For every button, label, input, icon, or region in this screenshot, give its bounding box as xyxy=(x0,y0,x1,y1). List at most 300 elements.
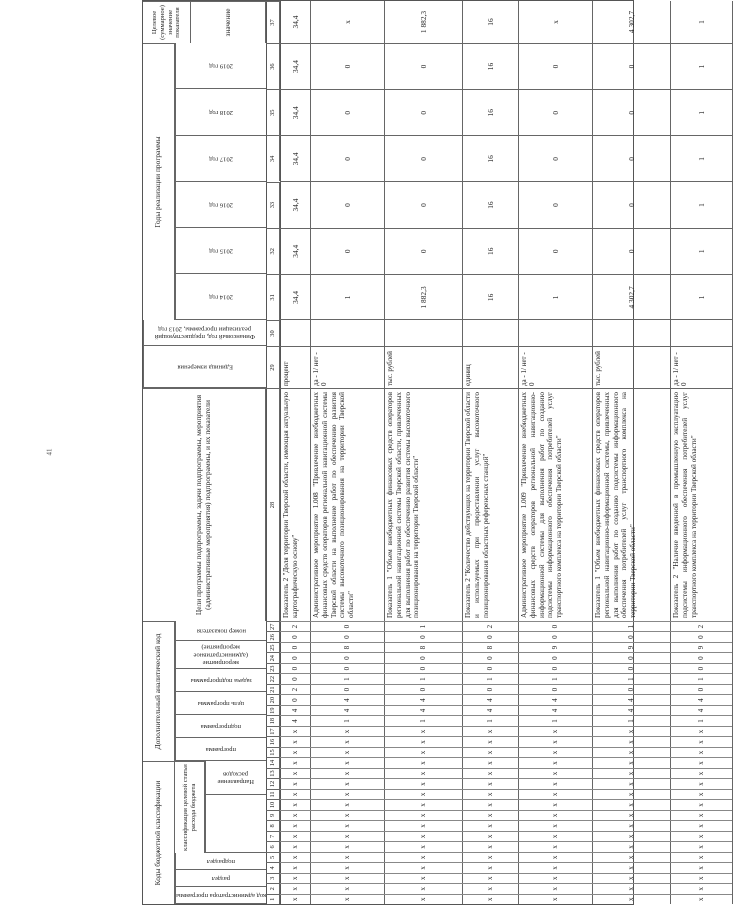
year-value: 0 xyxy=(592,181,670,227)
code-cell: x xyxy=(592,799,670,809)
code-cell: 0 xyxy=(384,663,462,673)
code-cell: x xyxy=(384,736,462,746)
code-cell: x xyxy=(670,726,732,736)
row-description: Показатель 1 "Объем внебюджетных финансовых средств операторов региональной навигационной системы Тверской области, привлеченных для выполнения работ по обеспечению развития системы высокоточного позиционирования на территории Тверской области" xyxy=(384,388,462,621)
code-cell: x xyxy=(462,841,518,851)
code-cell: x xyxy=(384,768,462,778)
code-cell: x xyxy=(462,810,518,820)
code-cell: x xyxy=(280,894,310,904)
header-subprogram: подпрограмма xyxy=(175,715,266,738)
code-cell: x xyxy=(462,862,518,872)
code-cell: x xyxy=(518,862,592,872)
code-cell: 1 xyxy=(384,673,462,683)
year-value: 0 xyxy=(518,228,592,274)
code-cell: 4 xyxy=(670,705,732,715)
code-cell: x xyxy=(592,757,670,767)
code-cell: x xyxy=(280,736,310,746)
code-cell: x xyxy=(384,841,462,851)
column-number: 4 xyxy=(266,862,280,872)
code-cell: 1 xyxy=(592,621,670,631)
column-number: 2 xyxy=(266,883,280,893)
code-cell: 0 xyxy=(280,652,310,662)
code-cell: 1 xyxy=(462,673,518,683)
header-classification xyxy=(205,795,266,853)
row-unit: да - 1/ нет - 0 xyxy=(518,346,592,388)
year-value: 1 xyxy=(670,89,732,135)
code-cell: x xyxy=(592,873,670,883)
code-cell: x xyxy=(462,820,518,830)
code-cell: x xyxy=(310,894,384,904)
code-cell: x xyxy=(592,810,670,820)
year-value: 1 xyxy=(310,274,384,320)
header-year-2019: 2019 год xyxy=(175,43,266,89)
code-cell: x xyxy=(592,789,670,799)
row-target: x xyxy=(550,20,560,24)
row-codes xyxy=(280,621,310,904)
header-year-2018: 2018 год xyxy=(175,89,266,136)
code-cell: x xyxy=(280,810,310,820)
row-target: 4 302,7 xyxy=(626,10,636,34)
row-financing xyxy=(384,319,462,346)
code-cell: x xyxy=(462,873,518,883)
code-cell: 1 xyxy=(310,715,384,725)
code-cell: x xyxy=(384,810,462,820)
code-cell: 0 xyxy=(670,663,732,673)
code-cell: x xyxy=(310,852,384,862)
code-cell: 0 xyxy=(518,631,592,641)
code-cell: x xyxy=(462,768,518,778)
header-unit: Единица измерения xyxy=(143,346,266,388)
code-cell: 0 xyxy=(384,631,462,641)
row-years xyxy=(592,43,670,320)
code-cell: 8 xyxy=(310,642,384,652)
code-cell: 0 xyxy=(462,684,518,694)
year-value: 0 xyxy=(592,228,670,274)
code-cell: x xyxy=(280,778,310,788)
year-value: 0 xyxy=(384,135,462,181)
code-cell: x xyxy=(462,747,518,757)
code-cell: 4 xyxy=(670,694,732,704)
column-number: 8 xyxy=(266,820,280,830)
code-cell: x xyxy=(280,883,310,893)
header-financing: Финансовый год, предшествующий реализации программы, 2013 год xyxy=(143,320,266,346)
code-cell: 0 xyxy=(462,652,518,662)
year-value: 0 xyxy=(310,135,384,181)
code-cell: 1 xyxy=(384,715,462,725)
row-unit: тыс. рублей xyxy=(384,346,462,388)
year-value: 16 xyxy=(462,89,518,135)
code-cell: x xyxy=(670,768,732,778)
year-value: 0 xyxy=(592,89,670,135)
code-cell: x xyxy=(280,747,310,757)
code-cell: x xyxy=(310,820,384,830)
year-value: 1 882,3 xyxy=(384,274,462,320)
column-number: 28 xyxy=(266,388,280,621)
row-target: 16 xyxy=(485,18,495,26)
row-codes xyxy=(384,621,462,904)
code-cell: x xyxy=(670,778,732,788)
code-cell: 0 xyxy=(592,684,670,694)
table-header xyxy=(143,1,267,904)
year-value: 0 xyxy=(518,135,592,181)
code-cell: x xyxy=(592,862,670,872)
code-cell: x xyxy=(384,820,462,830)
code-cell: x xyxy=(518,757,592,767)
code-cell: x xyxy=(670,862,732,872)
page-number: 41 xyxy=(45,448,54,456)
row-target: 34,4 xyxy=(290,15,300,29)
column-number: 18 xyxy=(266,715,280,725)
column-number: 20 xyxy=(266,694,280,704)
code-cell: x xyxy=(670,757,732,767)
column-number: 9 xyxy=(266,810,280,820)
year-value: 16 xyxy=(462,43,518,89)
code-cell: x xyxy=(592,778,670,788)
row-codes xyxy=(462,621,518,904)
table-row xyxy=(518,1,593,904)
header-measure: мероприятие (административное мероприятие) xyxy=(175,641,266,669)
column-number: 16 xyxy=(266,736,280,746)
code-cell: x xyxy=(670,831,732,841)
code-cell: x xyxy=(462,789,518,799)
header-years-group: Годы реализации программы xyxy=(143,43,175,320)
header-subsection: подраздел xyxy=(175,853,266,870)
year-value: 16 xyxy=(462,228,518,274)
column-number: 23 xyxy=(266,663,280,673)
code-cell: x xyxy=(280,757,310,767)
code-cell: x xyxy=(592,747,670,757)
table-row xyxy=(462,1,519,904)
header-analytic-group: Дополнительный аналитический код xyxy=(143,621,175,761)
code-cell: x xyxy=(310,768,384,778)
year-value: 0 xyxy=(592,43,670,89)
code-cell: x xyxy=(518,831,592,841)
table-row xyxy=(280,1,311,904)
row-years xyxy=(384,43,462,320)
column-number: 22 xyxy=(266,673,280,683)
year-value: 0 xyxy=(518,89,592,135)
column-number: 32 xyxy=(266,228,280,274)
column-number: 30 xyxy=(266,320,280,346)
column-number: 15 xyxy=(266,747,280,757)
column-number: 10 xyxy=(266,799,280,809)
year-value: 0 xyxy=(310,181,384,227)
year-value: 1 xyxy=(518,274,592,320)
code-cell: x xyxy=(670,810,732,820)
header-description: Цели программы подпрограммы, задачи подпрограммы, мероприятия (административные мероприятия) подпрограммы, и их показатели xyxy=(143,388,266,621)
code-cell: x xyxy=(670,883,732,893)
year-value: 0 xyxy=(384,228,462,274)
row-description: Показатель 1 "Объем внебюджетных финансовых средств операторов региональной навигационно-информационной системы, привлеченных для выполнения работ по созданию подсистемы информационного обеспечения потребителей услуг транспортного комплекса на территории Тверской области" xyxy=(592,388,670,621)
code-cell: 2 xyxy=(670,621,732,631)
code-cell: x xyxy=(670,820,732,830)
code-cell: x xyxy=(518,747,592,757)
year-value: 16 xyxy=(462,274,518,320)
code-cell: 0 xyxy=(670,684,732,694)
row-unit: единиц xyxy=(462,346,518,388)
code-cell: 0 xyxy=(592,631,670,641)
code-cell: x xyxy=(592,841,670,851)
code-cell: 0 xyxy=(518,652,592,662)
code-cell: 0 xyxy=(310,652,384,662)
code-cell: 0 xyxy=(280,631,310,641)
row-years xyxy=(280,43,310,320)
code-cell: 0 xyxy=(280,663,310,673)
code-cell: x xyxy=(592,894,670,904)
code-cell: 4 xyxy=(462,694,518,704)
year-value: 34,4 xyxy=(280,135,310,181)
code-cell: x xyxy=(518,736,592,746)
row-financing xyxy=(592,319,670,346)
code-cell: 1 xyxy=(384,621,462,631)
row-description: Показатель 2 "Наличие введенной в промышленную эксплуатацию подсистемы информационного обеспечения потребителей услуг транспортного комплекса на территории Тверской области" xyxy=(670,388,732,621)
code-cell: x xyxy=(462,757,518,767)
code-cell: 1 xyxy=(518,715,592,725)
code-cell: 9 xyxy=(670,642,732,652)
code-cell: x xyxy=(384,862,462,872)
code-cell: x xyxy=(384,747,462,757)
code-cell: 0 xyxy=(462,663,518,673)
code-cell: x xyxy=(280,873,310,883)
code-cell: x xyxy=(280,862,310,872)
column-number: 3 xyxy=(266,873,280,883)
code-cell: x xyxy=(462,736,518,746)
code-cell: x xyxy=(310,862,384,872)
code-cell: 0 xyxy=(592,652,670,662)
row-financing xyxy=(310,319,384,346)
row-years xyxy=(310,43,384,320)
code-cell: x xyxy=(592,820,670,830)
code-cell: x xyxy=(518,841,592,851)
code-cell: x xyxy=(310,799,384,809)
row-financing xyxy=(670,319,732,346)
column-number: 6 xyxy=(266,841,280,851)
year-value: 0 xyxy=(384,89,462,135)
code-cell: x xyxy=(670,799,732,809)
code-cell: 0 xyxy=(518,684,592,694)
code-cell: x xyxy=(462,726,518,736)
year-value: 1 xyxy=(670,274,732,320)
row-codes xyxy=(518,621,592,904)
code-cell: 8 xyxy=(384,642,462,652)
row-description: Показатель 2 "Количество действующих на территории Тверской области и используемых при предоставлении услуг высокоточного позиционирования областных референсных станций" xyxy=(462,388,518,621)
code-cell: x xyxy=(518,883,592,893)
year-value: 16 xyxy=(462,135,518,181)
code-cell: x xyxy=(280,831,310,841)
column-number: 33 xyxy=(266,182,280,228)
code-cell: x xyxy=(310,736,384,746)
code-cell: 9 xyxy=(518,642,592,652)
code-cell: x xyxy=(592,768,670,778)
year-value: 0 xyxy=(310,228,384,274)
year-value: 34,4 xyxy=(280,89,310,135)
code-cell: 1 xyxy=(518,673,592,683)
code-cell: 0 xyxy=(280,673,310,683)
year-value: 34,4 xyxy=(280,181,310,227)
row-unit: процент xyxy=(280,346,310,388)
code-cell: 0 xyxy=(670,631,732,641)
code-cell: 0 xyxy=(310,684,384,694)
year-value: 34,4 xyxy=(280,228,310,274)
code-cell: x xyxy=(518,820,592,830)
code-cell: 1 xyxy=(670,715,732,725)
row-description: Административное мероприятие 1.009 "Привлечение внебюджетных финансовых средств операторов региональной навигационно-информационной системы для выполнения работ по созданию подсистемы информационного обеспечения потребителей услуг транспортного комплекса на территории Тверской области" xyxy=(518,388,592,621)
code-cell: x xyxy=(280,820,310,830)
code-cell: x xyxy=(280,799,310,809)
code-cell: 4 xyxy=(280,705,310,715)
code-cell: x xyxy=(310,778,384,788)
code-cell: 0 xyxy=(384,652,462,662)
code-cell: x xyxy=(670,852,732,862)
code-cell: x xyxy=(592,736,670,746)
column-number: 36 xyxy=(266,43,280,89)
code-cell: x xyxy=(384,883,462,893)
row-years xyxy=(462,43,518,320)
row-unit: тыс. рублей xyxy=(592,346,670,388)
code-cell: 1 xyxy=(592,715,670,725)
column-number: 7 xyxy=(266,831,280,841)
budget-table xyxy=(142,0,706,905)
code-cell: 0 xyxy=(592,663,670,673)
year-value: 1 xyxy=(670,228,732,274)
code-cell: x xyxy=(670,894,732,904)
code-cell: x xyxy=(518,726,592,736)
code-cell: x xyxy=(518,778,592,788)
code-cell: x xyxy=(518,768,592,778)
row-financing xyxy=(280,319,310,346)
code-cell: 2 xyxy=(462,621,518,631)
code-cell: 0 xyxy=(280,642,310,652)
header-target-value: значение xyxy=(191,1,266,43)
code-cell: x xyxy=(462,831,518,841)
code-cell: 0 xyxy=(310,663,384,673)
column-number: 12 xyxy=(266,778,280,788)
code-cell: x xyxy=(310,726,384,736)
column-number: 13 xyxy=(266,768,280,778)
code-cell: 4 xyxy=(310,694,384,704)
column-number: 1 xyxy=(266,894,280,904)
code-cell: 0 xyxy=(310,621,384,631)
code-cell: x xyxy=(310,883,384,893)
code-cell: x xyxy=(280,726,310,736)
header-target-article: классификация целевой статьи расхода бюджета xyxy=(175,761,205,853)
code-cell: 0 xyxy=(670,652,732,662)
column-number: 14 xyxy=(266,757,280,767)
row-financing xyxy=(462,319,518,346)
column-number: 21 xyxy=(266,684,280,694)
code-cell: x xyxy=(384,778,462,788)
code-cell: x xyxy=(462,852,518,862)
row-unit: да - 1/ нет - 0 xyxy=(670,346,732,388)
header-year-2015: 2015 год xyxy=(175,228,266,274)
code-cell: 0 xyxy=(518,663,592,673)
code-cell: x xyxy=(310,747,384,757)
year-value: 34,4 xyxy=(280,274,310,320)
code-cell: x xyxy=(592,831,670,841)
code-cell: x xyxy=(670,841,732,851)
code-cell: 2 xyxy=(280,684,310,694)
code-cell: 4 xyxy=(518,694,592,704)
column-number: 27 xyxy=(266,621,280,631)
code-cell: 4 xyxy=(384,705,462,715)
code-cell: x xyxy=(518,894,592,904)
table-row xyxy=(310,1,385,904)
code-cell: x xyxy=(310,810,384,820)
year-value: 0 xyxy=(518,181,592,227)
column-number: 37 xyxy=(266,1,280,43)
row-unit: да - 1/ нет - 0 xyxy=(310,346,384,388)
code-cell: 9 xyxy=(592,642,670,652)
code-cell: x xyxy=(384,726,462,736)
code-cell: 1 xyxy=(462,715,518,725)
code-cell: 4 xyxy=(462,705,518,715)
row-years xyxy=(670,43,732,320)
header-target: Целевое (суммарное) значение показателя xyxy=(143,1,191,43)
code-cell: x xyxy=(384,852,462,862)
code-cell: 0 xyxy=(384,684,462,694)
year-value: 16 xyxy=(462,181,518,227)
code-cell: x xyxy=(592,726,670,736)
row-description: Административное мероприятие 1.008 "Привлечение внебюджетных финансовых средств операторов региональной навигационной системы Тверской области на выполнение работ по обеспечению развития системы высокоточного позиционирования на территории Тверской области" xyxy=(310,388,384,621)
table-row xyxy=(384,1,463,904)
header-subprogram-task: задача подпрограммы xyxy=(175,669,266,692)
code-cell: x xyxy=(384,894,462,904)
column-number-row xyxy=(266,1,281,904)
code-cell: 0 xyxy=(518,621,592,631)
column-number: 19 xyxy=(266,705,280,715)
code-cell: x xyxy=(310,841,384,851)
code-cell: 0 xyxy=(280,694,310,704)
column-number: 11 xyxy=(266,789,280,799)
column-number: 25 xyxy=(266,642,280,652)
year-value: 34,4 xyxy=(280,43,310,89)
code-cell: x xyxy=(310,789,384,799)
table-row xyxy=(670,1,733,904)
code-cell: x xyxy=(310,873,384,883)
code-cell: x xyxy=(462,799,518,809)
code-cell: x xyxy=(384,757,462,767)
code-cell: 1 xyxy=(592,673,670,683)
code-cell: x xyxy=(518,873,592,883)
code-cell: x xyxy=(592,852,670,862)
code-cell: x xyxy=(518,789,592,799)
code-cell: 2 xyxy=(280,621,310,631)
header-program-goal: цель программы xyxy=(175,692,266,715)
year-value: 0 xyxy=(310,89,384,135)
row-description: Показатель 2 "Доля территории Тверской области, имеющая актуальную картографическую основу" xyxy=(280,388,310,621)
code-cell: x xyxy=(670,747,732,757)
column-number: 26 xyxy=(266,632,280,642)
year-value: 0 xyxy=(310,43,384,89)
code-cell: 1 xyxy=(310,673,384,683)
code-cell: 8 xyxy=(462,642,518,652)
row-years xyxy=(518,43,592,320)
year-value: 1 xyxy=(670,43,732,89)
year-value: 4 302,7 xyxy=(592,274,670,320)
code-cell: 0 xyxy=(310,631,384,641)
header-indicator-number: номер показателя xyxy=(175,621,266,641)
code-cell: x xyxy=(384,799,462,809)
row-codes xyxy=(592,621,670,904)
column-number: 17 xyxy=(266,726,280,736)
row-target: 1 882,3 xyxy=(418,10,428,34)
year-value: 1 xyxy=(670,181,732,227)
year-value: 0 xyxy=(384,43,462,89)
code-cell: x xyxy=(280,852,310,862)
code-cell: 4 xyxy=(592,694,670,704)
table-row xyxy=(592,1,671,904)
code-cell: x xyxy=(310,831,384,841)
